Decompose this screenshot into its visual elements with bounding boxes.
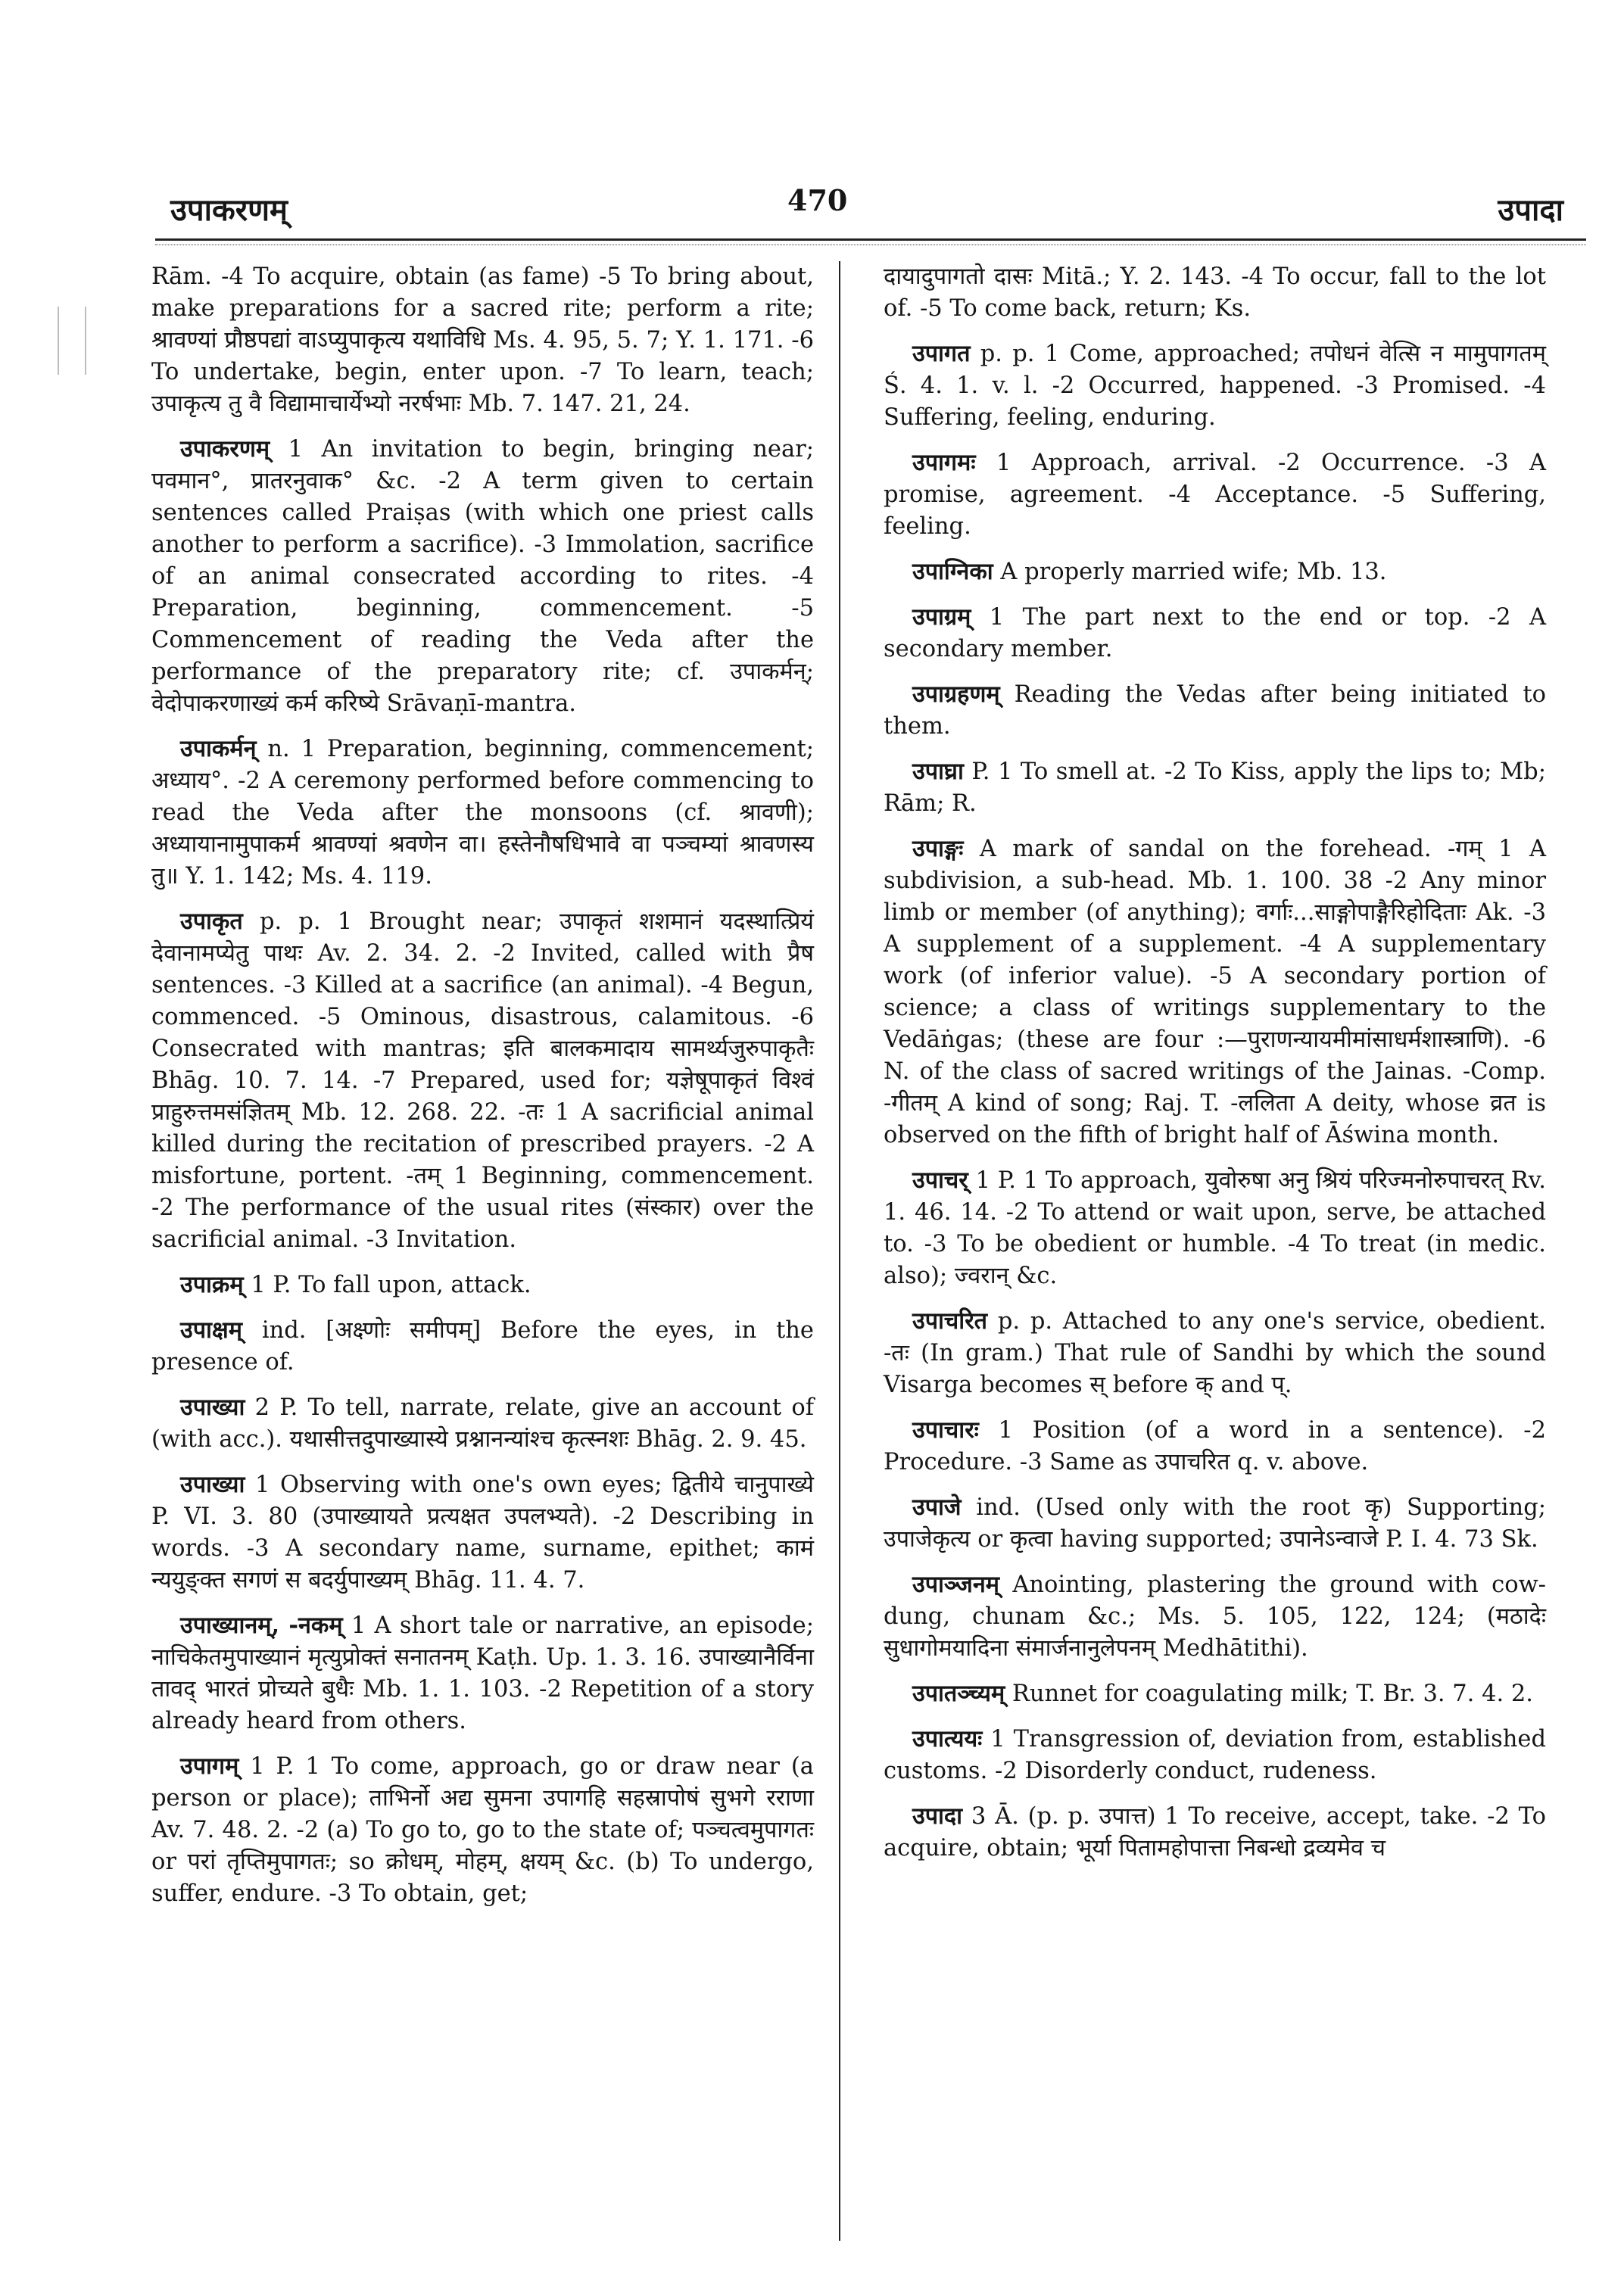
entry-headword: उपाचरित bbox=[912, 1307, 988, 1335]
page-header bbox=[155, 180, 1586, 241]
dictionary-entry bbox=[151, 733, 814, 893]
entry-definition: 1 Observing with one's own eyes; द्वितीये चानुपाख्ये P. VI. 3. 80 (उपाख्यायते प्रत्यक्षत उपलभ्यते). -2 Describing in words. -3 A secondary name, surname, epithet; कामं न्ययुङ्क्त सगणं स बदर्युपाख्यम् Bhāg. 11. 4. 7. bbox=[151, 1472, 814, 1594]
entry-definition: 1 P. To fall upon, attack. bbox=[251, 1272, 531, 1298]
dictionary-entry bbox=[884, 556, 1546, 588]
left-column bbox=[151, 261, 814, 1923]
entry-definition: 1 P. 1 To approach, युवोरुषा अनु श्रियं परिज्मनोरुपाचरत् Rv. 1. 46. 14. -2 To attend or wait upon, serve, be attached to. -3 To be obedient or humble. -4 To treat (in medic. also); ज्वरान् &c. bbox=[884, 1167, 1546, 1289]
entry-definition: A mark of sandal on the forehead. -गम् 1 A subdivision, a sub-head. Mb. 1. 100. 38 -2 Any minor limb or member (of anything); वर्गाः...साङ्गोपाङ्गैरिहोदिताः Ak. -3 A supplement of a supplement. -4 A supplementary work (of inferior value). -5 A secondary portion of science; a class of writings supplementary to the Vedāṅgas; (these are four :—पुराणन्यायमीमांसाधर्मशास्त्राणि). -6 N. of the class of sacred writings of the Jainas. -Comp. -गीतम् A kind of song; Raj. T. -ललिता A deity, whose व्रत is observed on the fifth of bright half of Āświna month. bbox=[884, 836, 1546, 1148]
entry-headword: उपाघ्रा bbox=[912, 758, 964, 785]
dictionary-entry bbox=[884, 447, 1546, 543]
entry-headword: उपागत bbox=[912, 340, 971, 367]
entry-headword: उपाक्रम् bbox=[180, 1271, 244, 1298]
margin-mark bbox=[58, 307, 86, 375]
entry-definition: ind. (Used only with the root कृ) Supporting; उपाजेकृत्य or कृत्वा having supported; उपानेऽन्वाजे P. I. 4. 73 Sk. bbox=[884, 1494, 1546, 1553]
page-number: 470 bbox=[787, 183, 848, 217]
running-head-right: उपादा bbox=[1498, 192, 1563, 228]
entry-headword: उपादा bbox=[912, 1802, 963, 1830]
entry-definition: Runnet for coagulating milk; T. Br. 3. 7. 4. 2. bbox=[1011, 1681, 1533, 1707]
entry-definition: p. p. 1 Brought near; उपाकृतं शशमानं यदस्थात्प्रियं देवानामप्येतु पाथः Av. 2. 34. 2. -2 Invited, called with प्रैष sentences. -3 Killed at a sacrifice (an animal). -4 Begun, commenced. -5 Ominous, disastrous, calamitous. -6 Consecrated with mantras; इति बालकमादाय सामर्थ्यजुरुपाकृतैः Bhāg. 10. 7. 14. -7 Prepared, used for; यज्ञेषूपाकृतं विश्वं प्राहुरुत्तमसंज्ञितम् Mb. 12. 268. 22. -तः 1 A sacrificial animal killed during the recitation of prescribed prayers. -2 A misfortune, portent. -तम् 1 Beginning, commencement. -2 The performance of the usual rites (संस्कार) over the sacrificial animal. -3 Invitation. bbox=[151, 908, 814, 1253]
entry-definition: p. p. Attached to any one's service, obedient. -तः (In gram.) That rule of Sandhi by which the sound Visarga becomes स् before क् and प्. bbox=[884, 1308, 1547, 1398]
entry-definition: 1 P. 1 To come, approach, go or draw near (a person or place); ताभिर्नो अद्य सुमना उपागहि सहस्रापोषं सुभगे रराणा Av. 7. 48. 2. -2 (a) To go to, go to the state of; पञ्चत्वमुपागतः or परां तृप्तिमुपागतः; so क्रोधम्, मोहम्, क्षयम् &c. (b) To undergo, suffer, endure. -3 To obtain, get; bbox=[151, 1753, 814, 1907]
entry-headword: उपाकर्मन् bbox=[180, 735, 257, 762]
entry-definition: ind. [अक्ष्णोः समीपम्] Before the eyes, in the presence of. bbox=[151, 1317, 814, 1375]
dictionary-entry bbox=[884, 338, 1546, 434]
entry-definition: 1 The part next to the end or top. -2 A secondary member. bbox=[884, 604, 1546, 662]
entry-headword: उपागम् bbox=[180, 1752, 239, 1780]
entry-definition: 1 An invitation to begin, bringing near; पवमान°, प्रातरनुवाक° &c. -2 A term given to certain sentences called Praiṣas (with which one priest calls another to perform a sacrifice). -3 Immolation, sacrifice of an animal consecrated according to rites. -4 Preparation, beginning, commencement. -5 Commencement of reading the Veda after the performance of the preparatory rite; cf. उपाकर्मन्; वेदोपाकरणाख्यं कर्म करिष्ये Srāvaṇī-mantra. bbox=[151, 436, 814, 717]
dictionary-entry bbox=[151, 905, 814, 1256]
entry-headword: उपातञ्च्यम् bbox=[912, 1680, 1005, 1707]
dictionary-entry bbox=[884, 1569, 1546, 1665]
entry-definition: Reading the Vedas after being initiated to them. bbox=[884, 681, 1546, 740]
dictionary-entry bbox=[884, 678, 1546, 743]
dictionary-entry bbox=[884, 1800, 1546, 1865]
entry-headword: उपात्ययः bbox=[912, 1725, 983, 1752]
entry-headword: उपाग्रम् bbox=[912, 603, 971, 631]
entry-definition: 2 P. To tell, narrate, relate, give an account of (with acc.). यथासीत्तदुपाख्यास्ये प्रश्नानन्यांश्च कृत्स्नशः Bhāg. 2. 9. 45. bbox=[151, 1394, 814, 1453]
dictionary-entry bbox=[884, 1491, 1546, 1556]
dictionary-entry bbox=[151, 1314, 814, 1379]
entry-headword: उपाञ्जनम् bbox=[912, 1571, 999, 1598]
entry-definition: A properly married wife; Mb. 13. bbox=[1000, 559, 1387, 585]
entry-definition: n. 1 Preparation, beginning, commencement; अध्याय°. -2 A ceremony performed before commencing to read the Veda after the monsoons (cf. श्रावणी); अध्यायानामुपाकर्म श्रावण्यां श्रवणेन वा। हस्तेनौषधिभावे वा पञ्चम्यां श्रावणस्य तु॥ Y. 1. 142; Ms. 4. 119. bbox=[151, 736, 814, 889]
dictionary-entry bbox=[884, 1678, 1546, 1710]
column-divider bbox=[839, 261, 840, 2241]
dictionary-entry bbox=[884, 756, 1546, 820]
dictionary-entry bbox=[151, 1609, 814, 1737]
entry-definition: दायादुपागतो दासः Mitā.; Y. 2. 143. -4 To occur, fall to the lot of. -5 To come back, return; Ks. bbox=[884, 263, 1546, 322]
header-rule bbox=[155, 238, 1586, 241]
entry-definition: Rām. -4 To acquire, obtain (as fame) -5 To bring about, make preparations for a sacred rite; perform a rite; श्रावण्यां प्रौष्ठपद्यां वाऽप्युपाकृत्य यथाविधि Ms. 4. 95, 5. 7; Y. 1. 171. -6 To undertake, begin, enter upon. -7 To learn, teach; उपाकृत्य तु वै विद्यामाचार्येभ्यो नरर्षभाः Mb. 7. 147. 21, 24. bbox=[151, 263, 814, 417]
dictionary-entry bbox=[884, 261, 1546, 325]
entry-headword: उपाचारः bbox=[912, 1416, 979, 1444]
running-head-left: उपाकरणम् bbox=[170, 192, 288, 228]
entry-headword: उपाजे bbox=[912, 1494, 962, 1521]
entry-definition: 3 Ā. (p. p. उपात्त) 1 To receive, accept, take. -2 To acquire, obtain; भूर्या पितामहोपात्ता निबन्धो द्रव्यमेव च bbox=[884, 1803, 1546, 1862]
entry-headword: उपाग्निका bbox=[912, 558, 993, 585]
entry-definition: P. 1 To smell at. -2 To Kiss, apply the lips to; Mb; Rām; R. bbox=[884, 759, 1546, 817]
entry-headword: उपाग्रहणम् bbox=[912, 681, 1000, 708]
entry-definition: p. p. 1 Come, approached; तपोधनं वेत्सि न मामुपागतम् Ś. 4. 1. v. l. -2 Occurred, happened. -3 Promised. -4 Suffering, feeling, enduring. bbox=[884, 341, 1546, 431]
entry-headword: उपाकृत bbox=[180, 908, 243, 935]
dictionary-entry bbox=[884, 1723, 1546, 1787]
entry-headword: उपागमः bbox=[912, 449, 976, 476]
entry-headword: उपाख्या bbox=[180, 1394, 245, 1421]
entry-headword: उपाचर् bbox=[912, 1167, 968, 1194]
dictionary-entry bbox=[151, 433, 814, 720]
entry-definition: 1 A short tale or narrative, an episode; नाचिकेतमुपाख्यानं मृत्युप्रोक्तं सनातनम् Kaṭh. Up. 1. 3. 16. उपाख्यानैर्विना तावद् भारतं प्रोच्यते बुधैः Mb. 1. 1. 103. -2 Repetition of a story already heard from others. bbox=[151, 1612, 814, 1734]
entry-headword: उपाक्षम् bbox=[180, 1316, 243, 1344]
entry-headword: उपाख्यानम्, -नकम् bbox=[180, 1612, 343, 1639]
dictionary-entry bbox=[151, 1269, 814, 1301]
dictionary-entry bbox=[884, 601, 1546, 665]
entry-definition: 1 Position (of a word in a sentence). -2 Procedure. -3 Same as उपाचरित q. v. above. bbox=[884, 1417, 1546, 1475]
dictionary-entry bbox=[151, 261, 814, 420]
entry-definition: 1 Transgression of, deviation from, established customs. -2 Disorderly conduct, rudeness. bbox=[884, 1726, 1546, 1784]
entry-definition: Anointing, plastering the ground with cow-dung, chunam &c.; Ms. 5. 105, 122, 124; (मठादेः सुधागोमयादिना संमार्जनानुलेपनम् Medhātithi). bbox=[884, 1572, 1546, 1662]
dictionary-entry bbox=[151, 1469, 814, 1597]
right-column bbox=[884, 261, 1546, 1877]
dictionary-entry bbox=[884, 1305, 1546, 1401]
dictionary-entry bbox=[151, 1391, 814, 1456]
dictionary-entry bbox=[151, 1750, 814, 1910]
dictionary-entry bbox=[884, 1414, 1546, 1478]
dictionary-entry bbox=[884, 833, 1546, 1151]
entry-headword: उपाकरणम् bbox=[180, 435, 270, 463]
dictionary-entry bbox=[884, 1164, 1546, 1292]
entry-definition: 1 Approach, arrival. -2 Occurrence. -3 A promise, agreement. -4 Acceptance. -5 Suffering, feeling. bbox=[884, 450, 1546, 540]
entry-headword: उपाङ्गः bbox=[912, 835, 964, 862]
entry-headword: उपाख्या bbox=[180, 1471, 245, 1498]
